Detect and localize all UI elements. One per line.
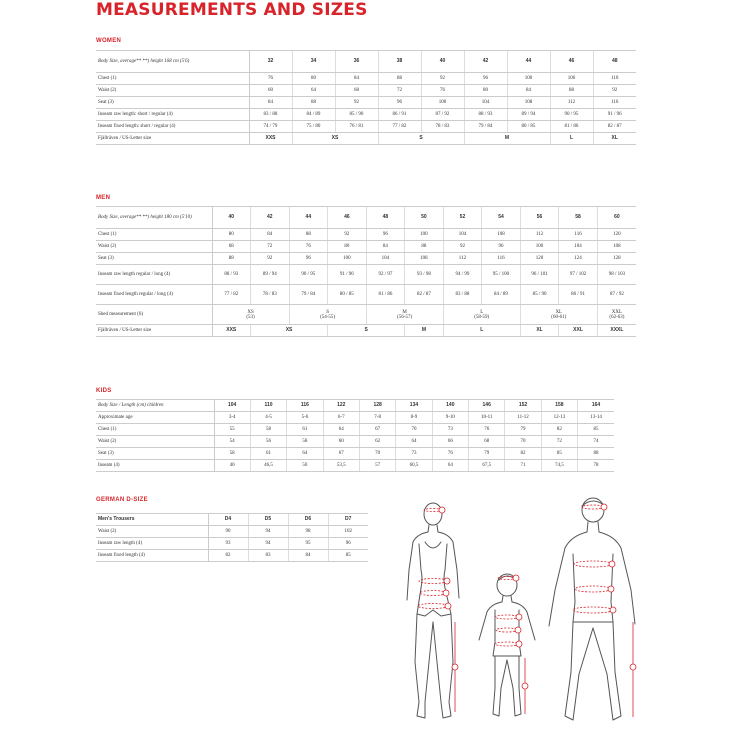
us-size-row — [96, 133, 636, 145]
header-label: Body Size / Length (cm) children — [96, 400, 214, 412]
size-header: 158 — [541, 400, 577, 412]
table-cell: 84 — [507, 85, 550, 97]
table-row — [96, 253, 636, 265]
table-cell: 64 — [292, 85, 335, 97]
row-label: Seat (3) — [96, 448, 214, 460]
table-cell: 78 / 83 — [251, 285, 290, 305]
us-size-cell: XS — [292, 133, 378, 145]
table-cell: 71 — [505, 460, 541, 472]
row-label: Waist (2) — [96, 85, 249, 97]
size-header: 58 — [559, 207, 598, 229]
table-cell: 72 — [541, 436, 577, 448]
table-cell: 96 / 101 — [520, 265, 559, 285]
size-header: 44 — [289, 207, 328, 229]
size-header: 42 — [251, 207, 290, 229]
table-cell: 128 — [597, 253, 636, 265]
table-cell: 67,5 — [469, 460, 505, 472]
table-cell: 57 — [359, 460, 395, 472]
size-header: 46 — [550, 51, 593, 73]
table-cell: 75 / 80 — [292, 121, 335, 133]
table-cell: 56 — [250, 436, 286, 448]
size-header: 104 — [214, 400, 250, 412]
table-cell: 79 / 84 — [464, 121, 507, 133]
table-cell: 5-6 — [287, 412, 323, 424]
size-header: 122 — [323, 400, 359, 412]
table-cell: 96 — [464, 73, 507, 85]
table-cell: 106 — [550, 73, 593, 85]
table-cell: 96 — [328, 538, 368, 550]
german-heading: GERMAN D-SIZE — [96, 497, 148, 503]
table-cell: 68 — [335, 85, 378, 97]
table-cell: 88 — [378, 73, 421, 85]
table-cell: 81 / 86 — [550, 121, 593, 133]
size-header: 140 — [432, 400, 468, 412]
row-label: Chest (1) — [96, 73, 249, 85]
table-row — [96, 109, 636, 121]
row-label: Waist (2) — [96, 526, 208, 538]
size-header: 52 — [443, 207, 482, 229]
shed-row — [96, 305, 636, 325]
us-size-cell: XXL — [559, 325, 598, 337]
table-cell: 86 / 91 — [378, 109, 421, 121]
size-header: 44 — [507, 51, 550, 73]
table-cell: 76 — [432, 448, 468, 460]
us-size-cell: XXS — [212, 325, 251, 337]
table-cell: 79 — [505, 424, 541, 436]
table-cell: 98 / 103 — [597, 265, 636, 285]
table-cell: 89 / 94 — [507, 109, 550, 121]
table-cell: 81 / 86 — [366, 285, 405, 305]
table-cell: 112 — [520, 229, 559, 241]
table-cell: 102 — [328, 526, 368, 538]
us-size-cell: XXXL — [597, 325, 636, 337]
table-cell: 76 / 81 — [335, 121, 378, 133]
table-cell: 92 — [335, 97, 378, 109]
women-heading: WOMEN — [96, 38, 122, 44]
size-header: 164 — [578, 400, 614, 412]
table-cell: 66 — [432, 436, 468, 448]
table-cell: 58 — [250, 424, 286, 436]
man-figure — [549, 498, 635, 720]
header-label: Body Size, average** **) height 168 cm (5'6) — [96, 51, 249, 73]
table-row — [96, 121, 636, 133]
shed-range: (56-57) — [397, 314, 413, 320]
size-header: 50 — [405, 207, 444, 229]
table-cell: 88 — [289, 229, 328, 241]
row-label: Seat (3) — [96, 97, 249, 109]
table-cell: 7-8 — [359, 412, 395, 424]
table-cell: 96 — [482, 241, 521, 253]
table-row — [96, 241, 636, 253]
size-header: 134 — [396, 400, 432, 412]
table-cell: 82 — [541, 424, 577, 436]
table-cell: 90 — [208, 526, 248, 538]
table-cell: 112 — [443, 253, 482, 265]
size-header: 40 — [421, 51, 464, 73]
table-cell: 61 — [287, 424, 323, 436]
table-cell: 73 — [432, 424, 468, 436]
table-cell: 88 — [405, 241, 444, 253]
table-cell: 74 / 79 — [249, 121, 292, 133]
size-header: 42 — [464, 51, 507, 73]
row-label: Inseam fixed length regular / long (4) — [96, 285, 212, 305]
shed-range: (58-59) — [474, 314, 490, 320]
size-header: 110 — [250, 400, 286, 412]
header-label: Men's Trousers — [96, 514, 208, 526]
men-heading: MEN — [96, 195, 111, 201]
size-header: D7 — [328, 514, 368, 526]
table-cell: 46,5 — [250, 460, 286, 472]
german-table — [96, 513, 368, 562]
shed-size: XS — [247, 309, 254, 315]
row-label: Inseam (4) — [96, 460, 214, 472]
table-cell: 104 — [366, 253, 405, 265]
size-header: D5 — [248, 514, 288, 526]
table-cell: 98 — [288, 526, 328, 538]
size-header: 128 — [359, 400, 395, 412]
table-cell: 104 — [559, 241, 598, 253]
size-header: 46 — [328, 207, 367, 229]
row-label: Inseam fixed length (4) — [96, 550, 208, 562]
table-cell: 80 — [464, 85, 507, 97]
table-cell: 116 — [559, 229, 598, 241]
table-cell: 58 — [214, 448, 250, 460]
table-cell: 104 — [464, 97, 507, 109]
table-cell: 85 / 90 — [520, 285, 559, 305]
us-size-row — [96, 325, 636, 337]
size-header: 54 — [482, 207, 521, 229]
table-cell: 82 / 87 — [405, 285, 444, 305]
table-cell: 68 — [212, 241, 251, 253]
header-row — [96, 207, 636, 229]
shed-size: L — [480, 309, 484, 315]
table-cell: 100 — [520, 241, 559, 253]
table-cell: 108 — [597, 241, 636, 253]
table-cell: 92 — [328, 229, 367, 241]
table-cell: 82 / 87 — [593, 121, 636, 133]
table-cell: 76 — [289, 241, 328, 253]
table-row — [96, 73, 636, 85]
table-cell: 83 / 88 — [443, 285, 482, 305]
table-cell: 83 / 88 — [249, 109, 292, 121]
table-cell: 61 — [250, 448, 286, 460]
row-label: Chest (1) — [96, 229, 212, 241]
size-header: 48 — [593, 51, 636, 73]
header-label: Body Size, average** **) height 180 cm (5'10) — [96, 207, 212, 229]
table-cell: 89 / 94 — [251, 265, 290, 285]
row-label: Waist (2) — [96, 436, 214, 448]
table-cell: 92 / 97 — [366, 265, 405, 285]
table-cell: 70 — [396, 424, 432, 436]
shed-cell — [366, 305, 443, 325]
table-cell: 64 — [287, 448, 323, 460]
table-cell: 80 — [212, 229, 251, 241]
table-cell: 84 — [251, 229, 290, 241]
table-cell: 64 — [396, 436, 432, 448]
us-size-cell: XXS — [249, 133, 292, 145]
table-cell: 100 — [328, 253, 367, 265]
table-row — [96, 448, 614, 460]
us-size-cell: S — [328, 325, 405, 337]
table-cell: 72 — [378, 85, 421, 97]
table-cell: 80 / 85 — [507, 121, 550, 133]
row-label: Inseam raw length: short / regular (4) — [96, 109, 249, 121]
shed-range: (62-63) — [609, 314, 625, 320]
table-cell: 80 — [328, 241, 367, 253]
table-cell: 74 — [578, 436, 614, 448]
shed-range: (54-55) — [320, 314, 336, 320]
shed-range: (60-61) — [551, 314, 567, 320]
table-cell: 94 / 99 — [443, 265, 482, 285]
row-label: Inseam raw length regular / long (4) — [96, 265, 212, 285]
us-size-cell: XL — [593, 133, 636, 145]
table-cell: 120 — [520, 253, 559, 265]
table-cell: 94 — [248, 526, 288, 538]
table-cell: 84 — [249, 97, 292, 109]
table-cell: 67 — [359, 424, 395, 436]
size-header: 38 — [378, 51, 421, 73]
table-cell: 82 — [208, 550, 248, 562]
table-cell: 60 — [249, 85, 292, 97]
us-size-cell: L — [443, 325, 520, 337]
table-cell: 104 — [443, 229, 482, 241]
size-header: 60 — [597, 207, 636, 229]
row-label: Shed measurement (6) — [96, 305, 212, 325]
table-cell: 96 — [289, 253, 328, 265]
table-cell: 88 / 93 — [212, 265, 251, 285]
table-row — [96, 229, 636, 241]
header-row — [96, 514, 368, 526]
table-cell: 93 / 98 — [405, 265, 444, 285]
table-cell: 84 — [335, 73, 378, 85]
size-header: 34 — [292, 51, 335, 73]
table-cell: 60 — [323, 436, 359, 448]
shed-size: XXL — [611, 309, 623, 315]
row-label: Seat (3) — [96, 253, 212, 265]
table-row — [96, 424, 614, 436]
table-cell: 67 — [323, 448, 359, 460]
size-header: D6 — [288, 514, 328, 526]
table-cell: 80 — [292, 73, 335, 85]
table-cell: 124 — [559, 253, 598, 265]
header-row — [96, 51, 636, 73]
us-size-cell: M — [464, 133, 550, 145]
size-header: 116 — [287, 400, 323, 412]
shed-cell — [212, 305, 289, 325]
table-cell: 86 / 91 — [559, 285, 598, 305]
shed-cell — [443, 305, 520, 325]
table-cell: 76 — [421, 85, 464, 97]
row-label: Approximate age — [96, 412, 214, 424]
table-cell: 64 — [432, 460, 468, 472]
size-header: 40 — [212, 207, 251, 229]
table-cell: 112 — [550, 97, 593, 109]
table-cell: 76 — [249, 73, 292, 85]
table-row — [96, 460, 614, 472]
table-cell: 95 — [288, 538, 328, 550]
table-cell: 88 — [292, 97, 335, 109]
table-cell: 74,5 — [541, 460, 577, 472]
table-cell: 84 — [288, 550, 328, 562]
table-cell: 85 / 90 — [335, 109, 378, 121]
table-cell: 96 — [378, 97, 421, 109]
table-cell: 50 — [287, 460, 323, 472]
table-cell: 54 — [214, 436, 250, 448]
table-cell: 87 / 92 — [597, 285, 636, 305]
shed-cell — [520, 305, 597, 325]
kids-heading: KIDS — [96, 388, 112, 394]
table-cell: 10-11 — [469, 412, 505, 424]
table-cell: 110 — [593, 73, 636, 85]
table-cell: 40 — [214, 460, 250, 472]
size-header: 152 — [505, 400, 541, 412]
table-cell: 60,5 — [396, 460, 432, 472]
table-cell: 77 / 82 — [212, 285, 251, 305]
table-cell: 11-12 — [505, 412, 541, 424]
row-label: Chest (1) — [96, 424, 214, 436]
row-label: Waist (2) — [96, 241, 212, 253]
kids-table — [96, 399, 614, 472]
table-cell: 85 — [328, 550, 368, 562]
table-cell: 62 — [359, 436, 395, 448]
us-size-cell: S — [378, 133, 464, 145]
table-row — [96, 538, 368, 550]
table-cell: 85 — [578, 424, 614, 436]
row-label: Fjällräven / US-Letter size — [96, 133, 249, 145]
women-table — [96, 50, 636, 145]
table-cell: 12-13 — [541, 412, 577, 424]
table-cell: 92 — [593, 85, 636, 97]
table-cell: 79 — [469, 448, 505, 460]
header-row — [96, 400, 614, 412]
shed-range: (53) — [246, 314, 255, 320]
table-cell: 84 / 89 — [482, 285, 521, 305]
table-cell: 95 / 100 — [482, 265, 521, 285]
body-measurement-figures — [395, 492, 645, 732]
woman-figure — [407, 503, 459, 718]
size-header: 32 — [249, 51, 292, 73]
shed-size: M — [402, 309, 407, 315]
table-cell: 68 — [469, 436, 505, 448]
table-cell: 92 — [443, 241, 482, 253]
table-cell: 100 — [421, 97, 464, 109]
table-cell: 88 — [550, 85, 593, 97]
us-size-cell: M — [405, 325, 444, 337]
table-cell: 91 / 96 — [593, 109, 636, 121]
row-label: Fjällräven / US-Letter size — [96, 325, 212, 337]
table-cell: 70 — [359, 448, 395, 460]
shed-size: S — [326, 309, 329, 315]
table-cell: 92 — [421, 73, 464, 85]
table-row — [96, 412, 614, 424]
table-cell: 70 — [505, 436, 541, 448]
table-row — [96, 285, 636, 305]
table-cell: 120 — [597, 229, 636, 241]
table-cell: 93 — [208, 538, 248, 550]
us-size-cell: XL — [520, 325, 559, 337]
size-header: 146 — [469, 400, 505, 412]
table-cell: 96 — [366, 229, 405, 241]
shed-size: XL — [555, 309, 563, 315]
us-size-cell: XS — [251, 325, 328, 337]
table-cell: 77 / 82 — [378, 121, 421, 133]
table-cell: 116 — [593, 97, 636, 109]
table-cell: 13-14 — [578, 412, 614, 424]
size-header: D4 — [208, 514, 248, 526]
table-row — [96, 85, 636, 97]
table-row — [96, 265, 636, 285]
table-cell: 76 — [469, 424, 505, 436]
us-size-cell: L — [550, 133, 593, 145]
table-cell: 4-5 — [250, 412, 286, 424]
size-header: 36 — [335, 51, 378, 73]
table-cell: 90 / 95 — [289, 265, 328, 285]
table-cell: 58 — [287, 436, 323, 448]
table-row — [96, 526, 368, 538]
table-cell: 91 / 96 — [328, 265, 367, 285]
page-title: MEASUREMENTS AND SIZES — [96, 0, 368, 20]
table-cell: 87 / 92 — [421, 109, 464, 121]
table-cell: 108 — [507, 97, 550, 109]
table-cell: 82 — [505, 448, 541, 460]
table-cell: 83 — [248, 550, 288, 562]
men-table — [96, 206, 636, 337]
table-row — [96, 97, 636, 109]
row-label: Inseam raw length (4) — [96, 538, 208, 550]
table-cell: 85 — [541, 448, 577, 460]
table-cell: 3-4 — [214, 412, 250, 424]
table-row — [96, 436, 614, 448]
table-cell: 94 — [248, 538, 288, 550]
table-cell: 9-10 — [432, 412, 468, 424]
table-cell: 84 / 89 — [292, 109, 335, 121]
size-header: 56 — [520, 207, 559, 229]
table-cell: 8-9 — [396, 412, 432, 424]
table-cell: 100 — [507, 73, 550, 85]
table-cell: 88 — [578, 448, 614, 460]
table-cell: 92 — [251, 253, 290, 265]
table-cell: 108 — [405, 253, 444, 265]
table-cell: 116 — [482, 253, 521, 265]
table-cell: 72 — [251, 241, 290, 253]
table-cell: 6-7 — [323, 412, 359, 424]
table-cell: 78 — [578, 460, 614, 472]
table-cell: 55 — [214, 424, 250, 436]
child-figure — [479, 574, 535, 716]
shed-cell — [289, 305, 366, 325]
table-cell: 79 / 84 — [289, 285, 328, 305]
table-cell: 88 — [212, 253, 251, 265]
table-cell: 97 / 102 — [559, 265, 598, 285]
table-cell: 78 / 83 — [421, 121, 464, 133]
table-cell: 64 — [323, 424, 359, 436]
table-cell: 108 — [482, 229, 521, 241]
table-cell: 80 / 85 — [328, 285, 367, 305]
size-header: 48 — [366, 207, 405, 229]
table-row — [96, 550, 368, 562]
table-cell: 90 / 95 — [550, 109, 593, 121]
table-cell: 84 — [366, 241, 405, 253]
table-cell: 100 — [405, 229, 444, 241]
table-cell: 53,5 — [323, 460, 359, 472]
table-cell: 73 — [396, 448, 432, 460]
table-cell: 88 / 93 — [464, 109, 507, 121]
shed-cell — [597, 305, 636, 325]
row-label: Inseam fixed length: short / regular (4) — [96, 121, 249, 133]
